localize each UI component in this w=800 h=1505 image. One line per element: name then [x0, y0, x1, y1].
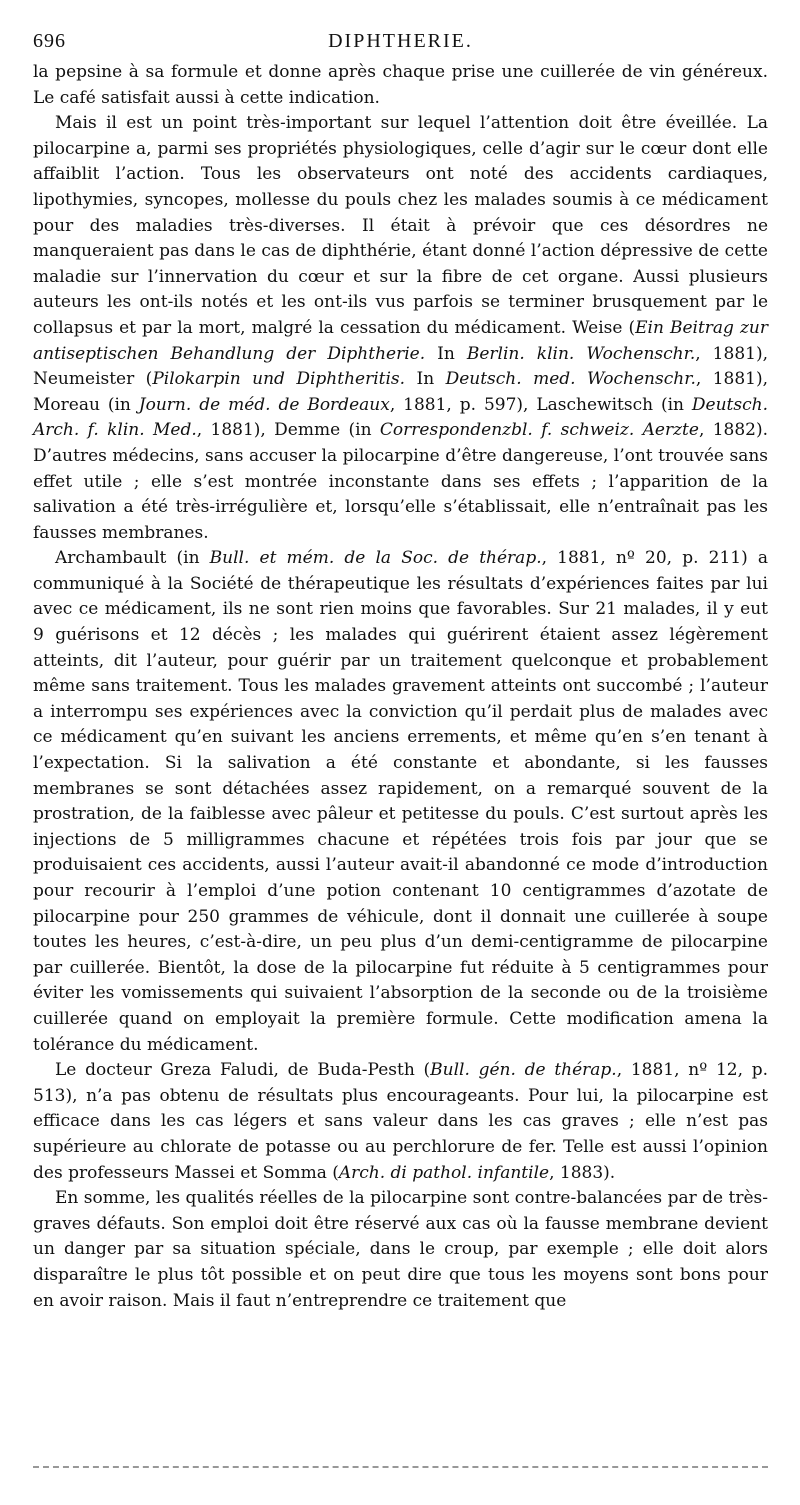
book-page — [33, 30, 768, 1314]
text-run: In — [405, 369, 446, 390]
italic-citation: Arch. di pathol. infantile — [338, 1162, 550, 1183]
body-text — [33, 60, 768, 1314]
italic-citation: Berlin. klin. Wochenschr. — [466, 343, 696, 364]
paragraph — [33, 60, 768, 111]
text-run: En somme, les qualités réelles de la pilocarpine sont contre-balancées par de très-graves défauts. Son emploi doit être réservé aux cas où la fausse membrane devient un danger par sa situation spéciale, dans le croup, par exemple ; elle doit alors disparaître le plus tôt possible et on peut dire que tous les moyens sont bons pour en avoir raison. Mais il faut n’entreprendre ce traitement que — [33, 1188, 768, 1311]
italic-citation: Ein Beitrag zur antiseptischen Behandlung der Diphtherie. — [33, 317, 768, 364]
text-run: Archambault (in — [55, 548, 210, 569]
page-header — [33, 30, 768, 60]
text-run: Le docteur Greza Faludi, de Buda-Pesth ( — [55, 1060, 431, 1081]
paragraph — [33, 1186, 768, 1314]
italic-citation: Correspondenzbl. f. schweiz. Aerzte — [379, 420, 699, 441]
italic-citation: Deutsch. Arch. f. klin. Med. — [33, 394, 768, 441]
text-run: Mais il est un point très-important sur lequel l’attention doit être éveillée. La pilocarpine a, parmi ses propriétés physiologiques, celle d’agir sur le cœur dont elle affaiblit l’action. Tous les observateurs ont noté des accidents cardiaques, lipothymies, syncopes, mollesse du pouls chez les malades soumis à ce médicament pour des maladies très-diverses. Il était à prévoir que ces désordres ne manqueraient pas dans le cas de diphthérie, étant donné l’action dépressive de cette maladie sur l’innervation du cœur et sur la fibre de cet organe. Aussi plusieurs auteurs les ont-ils notés et les ont-ils vus parfois se terminer brusquement par le collapsus et par la mort, malgré la cessation du médicament. Weise ( — [33, 113, 768, 338]
paragraph — [33, 1058, 768, 1186]
italic-citation: Deutsch. med. Wochenschr. — [445, 369, 696, 390]
page-number: 696 — [33, 30, 66, 52]
text-run: , 1881), Demme (in — [196, 420, 380, 441]
paragraph — [33, 111, 768, 546]
italic-citation: Journ. de méd. de Bordeaux — [138, 394, 390, 415]
italic-citation: Pilokarpin und Diphtheritis. — [152, 369, 406, 390]
text-run: , 1881, nº 12, p. 513), n’a pas obtenu de résultats plus encourageants. Pour lui, la pilocarpine est efficace dans les cas légers et sans valeur dans les cas graves ; elle n’est pas supérieure au chlorate de potasse ou au perchlorure de fer. Telle est aussi l’opinion des professeurs Massei et Somma ( — [33, 1060, 769, 1183]
text-run: la pepsine à sa formule et donne après chaque prise une cuillerée de vin généreux. Le café satisfait aussi à cette indication. — [33, 62, 768, 108]
text-run: In — [425, 343, 467, 364]
text-run: , 1881), Neumeister ( — [33, 343, 768, 390]
text-run: , 1881), Moreau (in — [33, 369, 769, 415]
paragraph — [33, 546, 768, 1058]
running-title: DIPHTHERIE. — [328, 30, 473, 52]
italic-citation: Bull. gén. de thérap. — [430, 1060, 617, 1081]
text-run: , 1881, nº 20, p. 211) a communiqué à la Société de thérapeutique les résultats d’expériences faites par lui avec ce médicament, ils ne sont rien moins que favorables. Sur 21 malades, il y eut 9 guérisons et 12 décès ; les malades qui guérirent étaient assez légèrement atteints, dit l’auteur, pour guérir par un traitement quelconque et probablement même sans traitement. Tous les malades gravement atteints ont succombé ; l’auteur a interrompu ses expériences avec la conviction qu’il perdait plus de malades avec ce médicament qu’en suivant les anciens errements, et même qu’en s’en tenant à l’expectation. Si la salivation a été constante et abondante, si les fausses membranes se sont détachées assez rapidement, on a remarqué souvent de la prostration, de la faiblesse avec pâleur et petitesse du pouls. C’est surtout après les injections de 5 milligrammes chacune et répétées trois fois par jour que se produisaient ces accidents, aussi l’auteur avait-il abandonné ce mode d’introduction pour recourir à l’emploi d’une potion contenant 10 centigrammes d’azotate de pilocarpine pour 250 grammes de véhicule, dont il donnait une cuillerée à soupe toutes les heures, c’est-à-dire, un peu plus d’un demi-centigramme de pilocarpine par cuillerée. Bientôt, la dose de la pilocarpine fut réduite à 5 centigrammes pour éviter les vomissements qui suivaient l’absorption de la seconde ou de la troisième cuillerée quand on employait la première formule. Cette modification amena la tolérance du médicament. — [33, 548, 768, 1055]
text-run: , 1881, p. 597), Laschewitsch (in — [389, 394, 692, 415]
text-run: , 1882). D’autres médecins, sans accuser la pilocarpine d’être dangereuse, l’ont trouvée sans effet utile ; elle s’est montrée inconstante dans ses effets ; l’apparition de la salivation a été très-irrégulière et, lorsqu’elle s’établissait, elle n’entraînait pas les fausses membranes. — [33, 420, 769, 543]
text-run: , 1883). — [549, 1162, 616, 1183]
footer-rule — [33, 1466, 768, 1468]
italic-citation: Bull. et mém. de la Soc. de thérap. — [209, 548, 542, 569]
